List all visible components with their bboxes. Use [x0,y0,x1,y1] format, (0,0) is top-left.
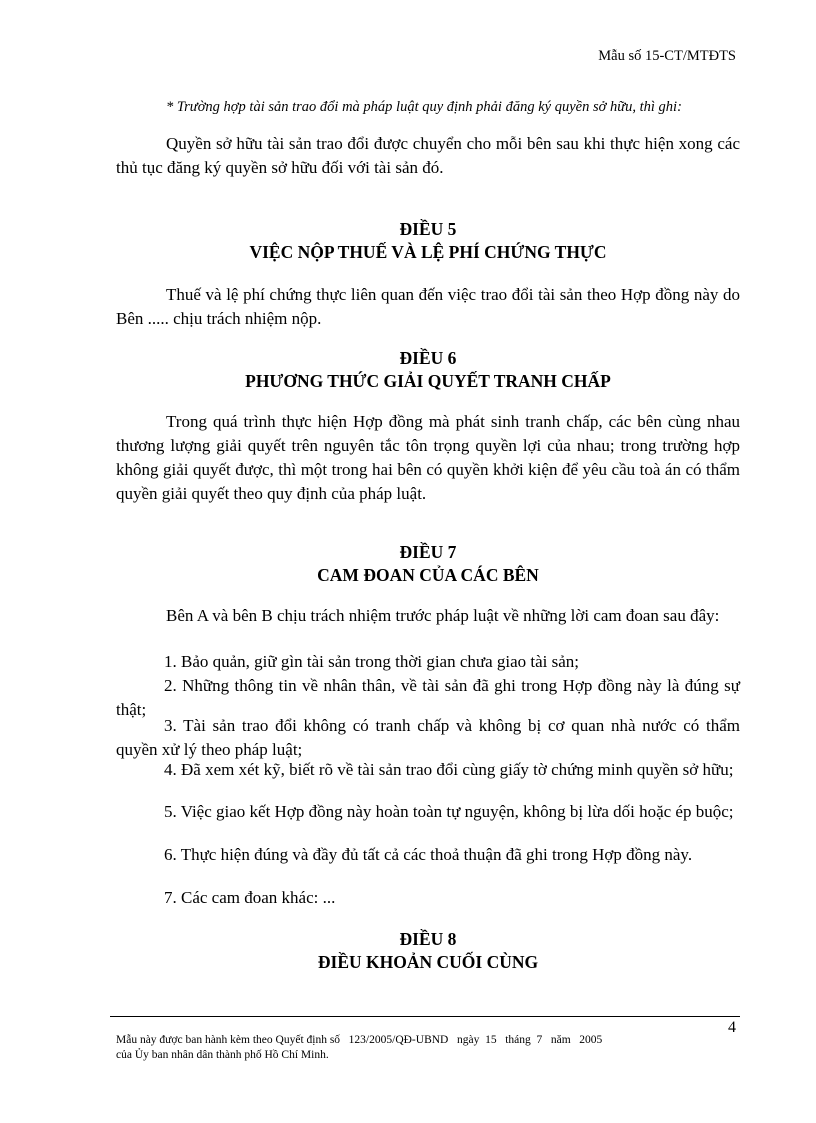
commitment-item: 3. Tài sản trao đổi không có tranh chấp và không bị cơ quan nhà nước có thẩm quyền xử lý theo pháp luật; [116,716,740,759]
article-8-number: ĐIỀU 8 [399,929,457,949]
article-7-number: ĐIỀU 7 [399,542,457,562]
footer-note [116,1033,716,1063]
commitment-item: 4. Đã xem xét kỹ, biết rõ về tài sản trao đổi cùng giấy tờ chứng minh quyền sở hữu; [164,760,734,779]
article-7-intro: Bên A và bên B chịu trách nhiệm trước pháp luật về những lời cam đoan sau đây: [166,606,720,625]
article-5-number: ĐIỀU 5 [399,219,457,239]
commitment-item: 6. Thực hiện đúng và đầy đủ tất cả các thoả thuận đã ghi trong Hợp đồng này. [164,845,693,864]
footer-divider [110,1016,740,1017]
article-6-body: Trong quá trình thực hiện Hợp đồng mà phát sinh tranh chấp, các bên cùng nhau thương lượng giải quyết trên nguyên tắc tôn trọng quyền lợi của nhau; trong trường hợp không giải quyết được, thì một trong hai bên có quyền khởi kiện để yêu cầu toà án có thẩm quyền giải quyết theo quy định của pháp luật. [116,412,740,503]
footer-line-1: Mẫu này được ban hành kèm theo Quyết định số 123/2005/QĐ-UBND ngày 15 tháng 7 năm 2005 [116,1034,603,1046]
ownership-transfer-paragraph: Quyền sở hữu tài sản trao đổi được chuyển cho mỗi bên sau khi thực hiện xong các thủ tục đăng ký quyền sở hữu đối với tài sản đó. [116,134,740,177]
page-number: 4 [728,1019,736,1036]
registration-note: * Trường hợp tài sản trao đổi mà pháp luật quy định phải đăng ký quyền sở hữu, thì ghi: [166,99,682,115]
commitment-item: 2. Những thông tin về nhân thân, về tài sản đã ghi trong Hợp đồng này là đúng sự thật; [116,676,740,719]
article-7-title: CAM ĐOAN CỦA CÁC BÊN [317,565,539,585]
footer-line-2: của Ủy ban nhân dân thành phố Hồ Chí Minh. [116,1049,329,1061]
article-6-title: PHƯƠNG THỨC GIẢI QUYẾT TRANH CHẤP [245,371,611,391]
article-5-body: Thuế và lệ phí chứng thực liên quan đến việc trao đổi tài sản theo Hợp đồng này do Bên ..... chịu trách nhiệm nộp. [116,285,740,328]
article-5-title: VIỆC NỘP THUẾ VÀ LỆ PHÍ CHỨNG THỰC [249,242,607,262]
article-6-number: ĐIỀU 6 [399,348,457,368]
article-8-title: ĐIỀU KHOẢN CUỐI CÙNG [317,952,539,972]
commitment-item: 5. Việc giao kết Hợp đồng này hoàn toàn tự nguyện, không bị lừa dối hoặc ép buộc; [164,802,734,821]
commitment-item: 1. Bảo quản, giữ gìn tài sản trong thời gian chưa giao tài sản; [164,652,580,671]
commitment-item: 7. Các cam đoan khác: ... [164,888,336,907]
form-code: Mẫu số 15-CT/MTĐTS [598,48,736,64]
